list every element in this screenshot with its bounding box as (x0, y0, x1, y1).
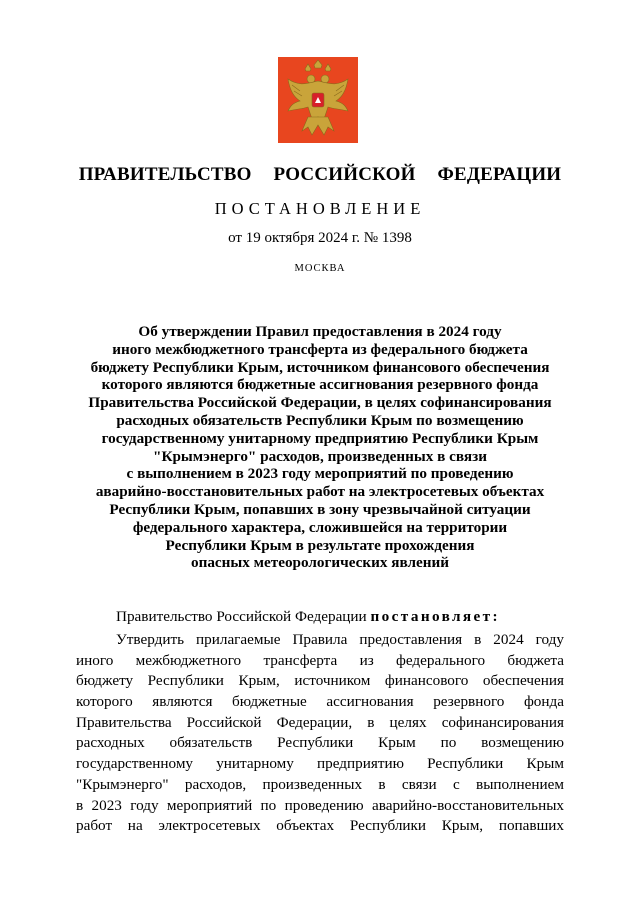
body-line: "Крымэнерго" расходов, произведенных в связи с выполнением (76, 775, 564, 793)
subject-line: Республики Крым в результате прохождения (165, 536, 475, 554)
body-line: государственному унитарному предприятию Республики Крым (76, 755, 564, 773)
subject-line: "Крымэнерго" расходов, произведенных в связи (153, 447, 487, 465)
body-line: которого являются бюджетные ассигнования резервного фонда (76, 693, 564, 711)
subject-line: Об утверждении Правил предоставления в 2024 году (138, 323, 502, 340)
government-title: ПРАВИТЕЛЬСТВО РОССИЙСКОЙ ФЕДЕРАЦИИ (78, 164, 562, 185)
document-city: МОСКВА (294, 263, 346, 274)
subject-line: Республики Крым, попавших в зону чрезвычайной ситуации (109, 500, 531, 518)
subject-line: федерального характера, сложившейся на территории (132, 518, 508, 536)
decree-word: постановляет: (370, 608, 500, 625)
body-line: работ на электросетевых объектах Республики Крым, попавших (76, 817, 564, 835)
preamble-text: Правительство Российской Федерации (116, 608, 371, 625)
subject-line: Правительства Российской Федерации, в целях софинансирования (88, 394, 552, 412)
subject-line: аварийно-восстановительных работ на электросетевых объектах (95, 483, 545, 501)
subject-line: опасных метеорологических явлений (190, 554, 450, 572)
body-line: расходных обязательств Республики Крым по возмещению (76, 734, 564, 752)
document-type: ПОСТАНОВЛЕНИЕ (214, 199, 426, 218)
document-date-number: от 19 октября 2024 г. № 1398 (228, 230, 412, 246)
subject-line: бюджету Республики Крым, источником финансового обеспечения (90, 358, 550, 376)
body-line: Правительства Российской Федерации, в целях софинансирования (76, 713, 564, 731)
subject-line: иного межбюджетного трансферта из федерального бюджета (112, 340, 528, 358)
document-subject (40, 323, 600, 572)
body-line: Утвердить прилагаемые Правила предоставления в 2024 году (116, 631, 564, 648)
subject-line: государственному унитарному предприятию Республики Крым (101, 429, 539, 447)
body-line: в 2023 году мероприятий по проведению аварийно-восстановительных (76, 796, 564, 814)
body-line: иного межбюджетного трансферта из федерального бюджета (76, 651, 564, 669)
body-line: бюджету Республики Крым, источником финансового обеспечения (76, 672, 564, 690)
subject-line: расходных обязательств Республики Крым по возмещению (116, 411, 524, 429)
document-body (76, 630, 564, 837)
coat-of-arms-icon (278, 57, 358, 143)
subject-line: с выполнением в 2023 году мероприятий по проведению (126, 465, 514, 483)
subject-line: которого являются бюджетные ассигнования резервного фонда (101, 376, 539, 394)
preamble (116, 608, 500, 626)
